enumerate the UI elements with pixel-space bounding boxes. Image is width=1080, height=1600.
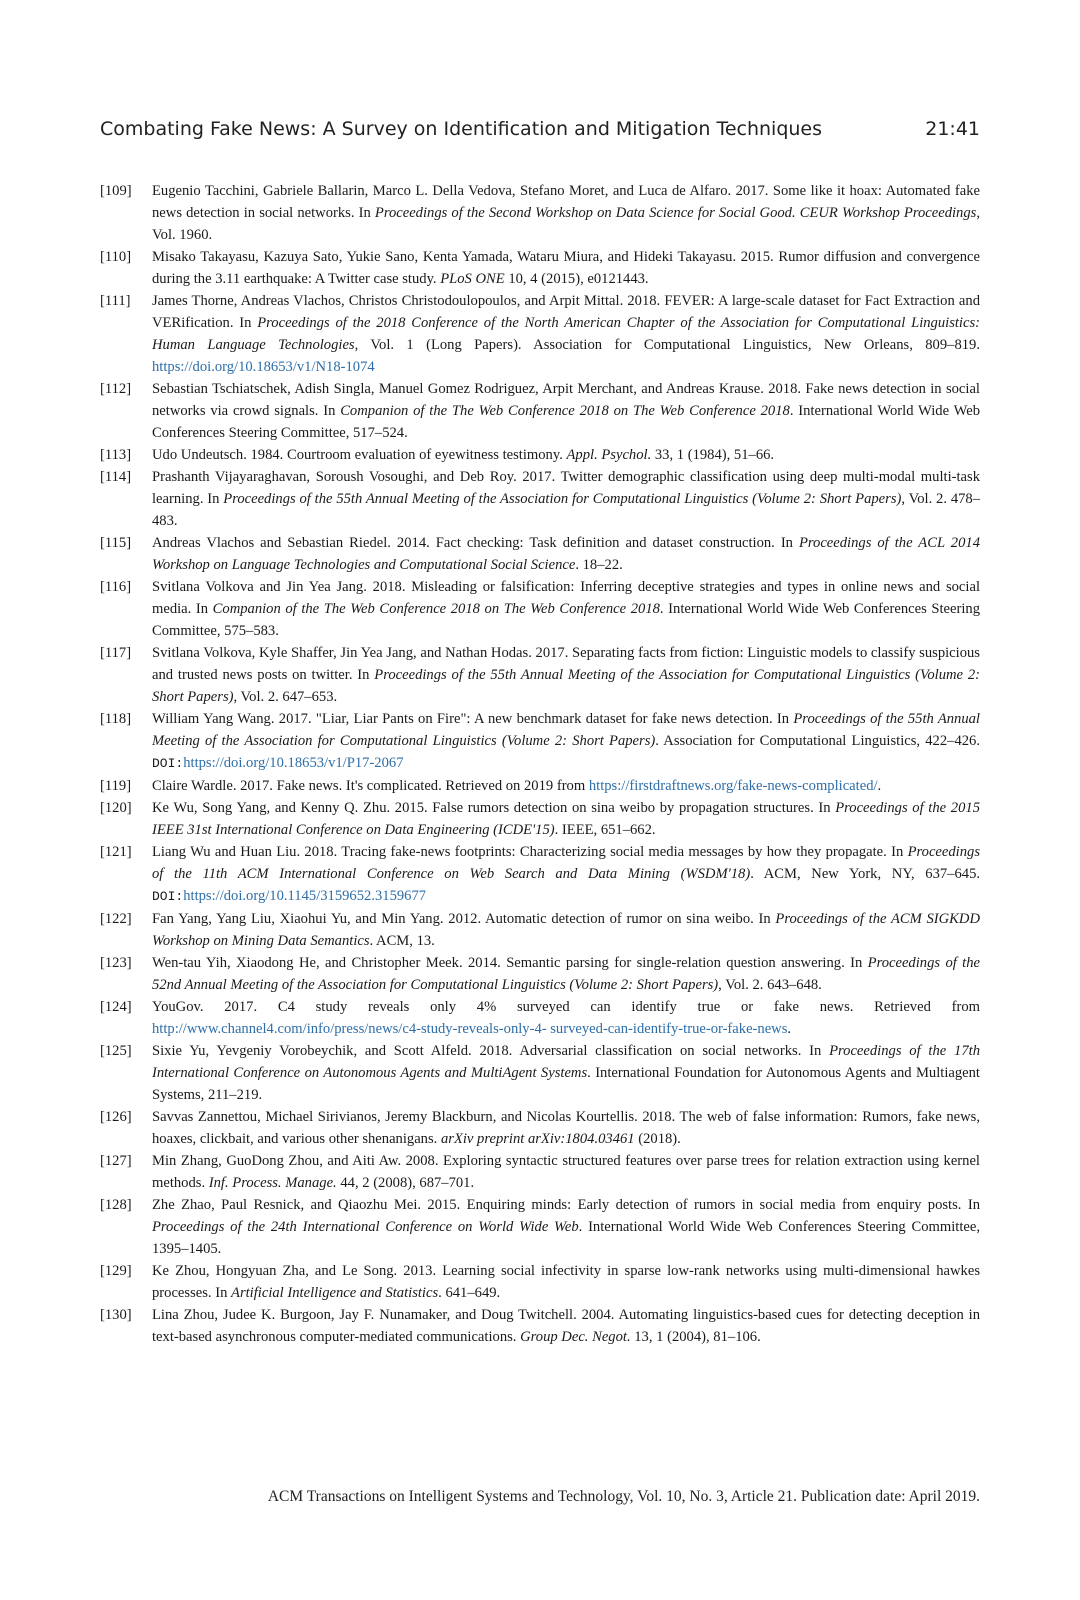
- reference-entry: [100, 532, 980, 576]
- reference-entry: [100, 996, 980, 1040]
- reference-text: [152, 444, 980, 466]
- reference-segment: , Vol. 2. 478–483.: [152, 491, 981, 529]
- reference-segment: , Vol. 2. 643–648.: [718, 977, 822, 993]
- reference-entry: [100, 1040, 980, 1106]
- page-number: 21:41: [925, 118, 980, 140]
- reference-segment: . Association for Computational Linguistics, 422–426.: [655, 733, 980, 749]
- reference-segment: 13, 1 (2004), 81–106.: [630, 1329, 761, 1345]
- reference-number: [115]: [100, 535, 132, 551]
- reference-venue: Proceedings of the ACL 2014 Workshop on Language Technologies and Computational Social Science: [152, 535, 980, 573]
- reference-entry: [100, 466, 980, 532]
- reference-entry: [100, 1150, 980, 1194]
- reference-text: [152, 642, 980, 708]
- reference-venue: Appl. Psychol.: [566, 447, 652, 463]
- reference-entry: [100, 1106, 980, 1150]
- reference-link[interactable]: https://firstdraftnews.org/fake-news-complicated/: [588, 778, 878, 794]
- reference-number: [110]: [100, 249, 132, 265]
- reference-entry: [100, 797, 980, 841]
- reference-segment: . International Foundation for Autonomous Agents and Multiagent Systems, 211–219.: [152, 1065, 980, 1103]
- reference-entry: [100, 841, 980, 908]
- reference-entry: [100, 952, 980, 996]
- reference-entry: [100, 180, 980, 246]
- reference-number: [121]: [100, 844, 132, 860]
- reference-entry: [100, 444, 980, 466]
- doi-label: DOI:: [152, 889, 184, 904]
- reference-segment: .: [787, 1021, 792, 1037]
- reference-segment: 33, 1 (1984), 51–66.: [651, 447, 775, 463]
- reference-segment: Ke Zhou, Hongyuan Zha, and Le Song. 2013. Learning social infectivity in sparse low-rank networks using multi-dimensional hawkes processes. In: [152, 1263, 980, 1301]
- reference-number: [109]: [100, 183, 132, 199]
- reference-segment: . 18–22.: [575, 557, 623, 573]
- journal-footer: ACM Transactions on Intelligent Systems and Technology, Vol. 10, No. 3, Article 21. Publication date: April 2019.: [267, 1488, 980, 1505]
- reference-text: [152, 1260, 980, 1304]
- reference-text: [152, 1194, 980, 1260]
- reference-text: [152, 797, 980, 841]
- reference-segment: , Vol. 1960.: [152, 205, 980, 243]
- reference-text: [152, 1304, 980, 1348]
- reference-number: [122]: [100, 911, 132, 927]
- reference-segment: Misako Takayasu, Kazuya Sato, Yukie Sano, Kenta Yamada, Wataru Miura, and Hideki Takayasu. 2015. Rumor diffusion and convergence during the 3.11 earthquake: A Twitter case study.: [152, 249, 980, 287]
- reference-venue: PLoS ONE: [440, 271, 505, 287]
- reference-number: [111]: [100, 293, 131, 309]
- reference-entry: [100, 642, 980, 708]
- reference-venue: Group Dec. Negot.: [520, 1329, 631, 1345]
- reference-venue: Proceedings of the 11th ACM International Conference on Web Search and Data Mining (WSDM'18): [152, 844, 980, 882]
- reference-entry: [100, 1304, 980, 1348]
- reference-venue: Proceedings of the 55th Annual Meeting of the Association for Computational Linguistics (Volume 2: Short Papers): [152, 711, 980, 749]
- reference-venue: Proceedings of the 17th International Conference on Autonomous Agents and MultiAgent Systems: [152, 1043, 981, 1081]
- reference-number: [126]: [100, 1109, 132, 1125]
- reference-segment: . IEEE, 651–662.: [554, 822, 656, 838]
- running-head: [100, 118, 980, 140]
- reference-text: [152, 841, 980, 908]
- reference-entry: [100, 576, 980, 642]
- reference-number: [130]: [100, 1307, 132, 1323]
- reference-text: [152, 466, 980, 532]
- reference-venue: Companion of the The Web Conference 2018 on The Web Conference 2018: [212, 601, 660, 617]
- paper-title: Combating Fake News: A Survey on Identification and Mitigation Techniques: [100, 118, 823, 140]
- reference-text: [152, 996, 980, 1040]
- reference-segment: Min Zhang, GuoDong Zhou, and Aiti Aw. 2008. Exploring syntactic structured features over parse trees for relation extraction using kernel methods.: [152, 1153, 980, 1191]
- reference-segment: William Yang Wang. 2017. "Liar, Liar Pants on Fire": A new benchmark dataset for fake news detection. In: [152, 711, 794, 727]
- reference-entry: [100, 708, 980, 775]
- reference-text: [152, 180, 980, 246]
- reference-segment: Eugenio Tacchini, Gabriele Ballarin, Marco L. Della Vedova, Stefano Moret, and Luca de Alfaro. 2017. Some like it hoax: Automated fake news detection in social networks. In: [152, 183, 980, 221]
- reference-list: [100, 180, 980, 1348]
- reference-segment: James Thorne, Andreas Vlachos, Christos Christodoulopoulos, and Arpit Mittal. 2018. FEVER: A large-scale dataset for Fact Extraction and VERification. In: [152, 293, 980, 331]
- reference-venue: Inf. Process. Manage.: [208, 1175, 337, 1191]
- reference-text: [152, 378, 980, 444]
- reference-text: [152, 1106, 980, 1150]
- reference-text: [152, 908, 980, 952]
- reference-number: [125]: [100, 1043, 132, 1059]
- reference-text: [152, 952, 980, 996]
- reference-venue: Proceedings of the 55th Annual Meeting of the Association for Computational Linguistics (Volume 2: Short Papers): [223, 491, 902, 507]
- reference-venue: Proceedings of the 2018 Conference of the North American Chapter of the Association for Computational Linguistics: Human Language Technologies: [152, 315, 980, 353]
- reference-segment: . ACM, 13.: [369, 933, 435, 949]
- reference-segment: Prashanth Vijayaraghavan, Soroush Vosoughi, and Deb Roy. 2017. Twitter demographic classification using deep multi-modal multi-task learning. In: [152, 469, 980, 507]
- reference-number: [117]: [100, 645, 132, 661]
- reference-text: [152, 708, 980, 775]
- reference-number: [129]: [100, 1263, 132, 1279]
- reference-segment: Udo Undeutsch. 1984. Courtroom evaluation of eyewitness testimony.: [152, 447, 567, 463]
- reference-segment: YouGov. 2017. C4 study reveals only 4% surveyed can identify true or fake news. Retrieved from: [152, 999, 980, 1015]
- reference-entry: [100, 1194, 980, 1260]
- reference-link[interactable]: https://doi.org/10.18653/v1/N18-1074: [152, 359, 375, 375]
- reference-venue: Proceedings of the ACM SIGKDD Workshop on Mining Data Semantics: [152, 911, 980, 949]
- reference-number: [119]: [100, 778, 132, 794]
- reference-segment: . International World Wide Web Conferences Steering Committee, 575–583.: [152, 601, 981, 639]
- reference-segment: Lina Zhou, Judee K. Burgoon, Jay F. Nunamaker, and Doug Twitchell. 2004. Automating linguistics-based cues for detecting deception in text-based asynchronous computer-mediated communications.: [152, 1307, 980, 1345]
- reference-segment: (2018).: [634, 1131, 681, 1147]
- reference-venue: Companion of the The Web Conference 2018 on The Web Conference 2018: [340, 403, 790, 419]
- reference-text: [152, 775, 980, 797]
- reference-link[interactable]: https://doi.org/10.1145/3159652.3159677: [183, 888, 427, 904]
- reference-entry: [100, 908, 980, 952]
- reference-venue: Proceedings of the 55th Annual Meeting of the Association for Computational Linguistics (Volume 2: Short Papers): [152, 667, 980, 705]
- reference-segment: Svitlana Volkova and Jin Yea Jang. 2018. Misleading or falsification: Inferring deceptive strategies and types in online news and social media. In: [152, 579, 980, 617]
- reference-segment: 10, 4 (2015), e0121443.: [504, 271, 649, 287]
- reference-segment: Claire Wardle. 2017. Fake news. It's complicated. Retrieved on 2019 from: [152, 778, 589, 794]
- reference-number: [118]: [100, 711, 132, 727]
- reference-number: [112]: [100, 381, 132, 397]
- reference-venue: Proceedings of the 24th International Conference on World Wide Web: [152, 1219, 579, 1235]
- reference-segment: 44, 2 (2008), 687–701.: [336, 1175, 475, 1191]
- reference-segment: . International World Wide Web Conferences Steering Committee, 517–524.: [152, 403, 980, 441]
- reference-segment: Ke Wu, Song Yang, and Kenny Q. Zhu. 2015. False rumors detection on sina weibo by propagation structures. In: [152, 800, 836, 816]
- reference-segment: , Vol. 2. 647–653.: [233, 689, 338, 705]
- reference-entry: [100, 1260, 980, 1304]
- reference-segment: Savvas Zannettou, Michael Sirivianos, Jeremy Blackburn, and Nicolas Kourtellis. 2018. The web of false information: Rumors, fake news, hoaxes, clickbait, and various other shenanigans.: [152, 1109, 980, 1147]
- reference-segment: Andreas Vlachos and Sebastian Riedel. 2014. Fact checking: Task definition and dataset construction. In: [152, 535, 799, 551]
- reference-venue: Artificial Intelligence and Statistics: [231, 1285, 439, 1301]
- reference-entry: [100, 378, 980, 444]
- reference-segment: .: [877, 778, 882, 794]
- reference-entry: [100, 775, 980, 797]
- reference-segment: Wen-tau Yih, Xiaodong He, and Christopher Meek. 2014. Semantic parsing for single-relation question answering. In: [152, 955, 868, 971]
- reference-segment: Liang Wu and Huan Liu. 2018. Tracing fake-news footprints: Characterizing social media messages by how they propagate. In: [152, 844, 908, 860]
- reference-segment: , Vol. 1 (Long Papers). Association for Computational Linguistics, New Orleans, 809–819.: [354, 337, 980, 353]
- reference-segment: Fan Yang, Yang Liu, Xiaohui Yu, and Min Yang. 2012. Automatic detection of rumor on sina weibo. In: [152, 911, 776, 927]
- reference-segment: . International World Wide Web Conferences Steering Committee, 1395–1405.: [152, 1219, 980, 1257]
- reference-segment: Sebastian Tschiatschek, Adish Singla, Manuel Gomez Rodriguez, Arpit Merchant, and Andreas Krause. 2018. Fake news detection in social networks via crowd signals. In: [152, 381, 980, 419]
- reference-number: [116]: [100, 579, 132, 595]
- reference-link[interactable]: https://doi.org/10.18653/v1/P17-2067: [183, 755, 404, 771]
- reference-entry: [100, 290, 980, 378]
- reference-text: [152, 246, 980, 290]
- reference-segment: . ACM, New York, NY, 637–645.: [750, 866, 981, 882]
- reference-segment: . 641–649.: [438, 1285, 501, 1301]
- reference-entry: [100, 246, 980, 290]
- reference-number: [123]: [100, 955, 132, 971]
- reference-text: [152, 1150, 980, 1194]
- reference-number: [120]: [100, 800, 132, 816]
- reference-segment: Sixie Yu, Yevgeniy Vorobeychik, and Scott Alfeld. 2018. Adversarial classification on social networks. In: [152, 1043, 830, 1059]
- reference-venue: arXiv preprint arXiv:1804.03461: [440, 1131, 635, 1147]
- reference-number: [113]: [100, 447, 132, 463]
- reference-venue: Proceedings of the 52nd Annual Meeting of the Association for Computational Linguistics (Volume 2: Short Papers): [152, 955, 980, 993]
- reference-number: [128]: [100, 1197, 132, 1213]
- reference-text: [152, 1040, 980, 1106]
- doi-label: DOI:: [152, 756, 184, 771]
- reference-text: [152, 290, 980, 378]
- reference-segment: Zhe Zhao, Paul Resnick, and Qiaozhu Mei. 2015. Enquiring minds: Early detection of rumors in social media from enquiry posts. In: [152, 1197, 980, 1213]
- reference-venue: Proceedings of the 2015 IEEE 31st International Conference on Data Engineering (ICDE'15): [152, 800, 980, 838]
- reference-segment: Svitlana Volkova, Kyle Shaffer, Jin Yea Jang, and Nathan Hodas. 2017. Separating facts from fiction: Linguistic models to classify suspicious and trusted news posts on twitter. In: [152, 645, 980, 683]
- reference-number: [127]: [100, 1153, 132, 1169]
- reference-venue: Proceedings of the Second Workshop on Data Science for Social Good. CEUR Workshop Proceedings: [374, 205, 977, 221]
- reference-text: [152, 576, 980, 642]
- reference-text: [152, 532, 980, 576]
- reference-link[interactable]: http://www.channel4.com/info/press/news/c4-study-reveals-only-4- surveyed-can-identify-true-or-fake-news: [152, 1021, 788, 1037]
- reference-number: [124]: [100, 999, 132, 1015]
- reference-number: [114]: [100, 469, 132, 485]
